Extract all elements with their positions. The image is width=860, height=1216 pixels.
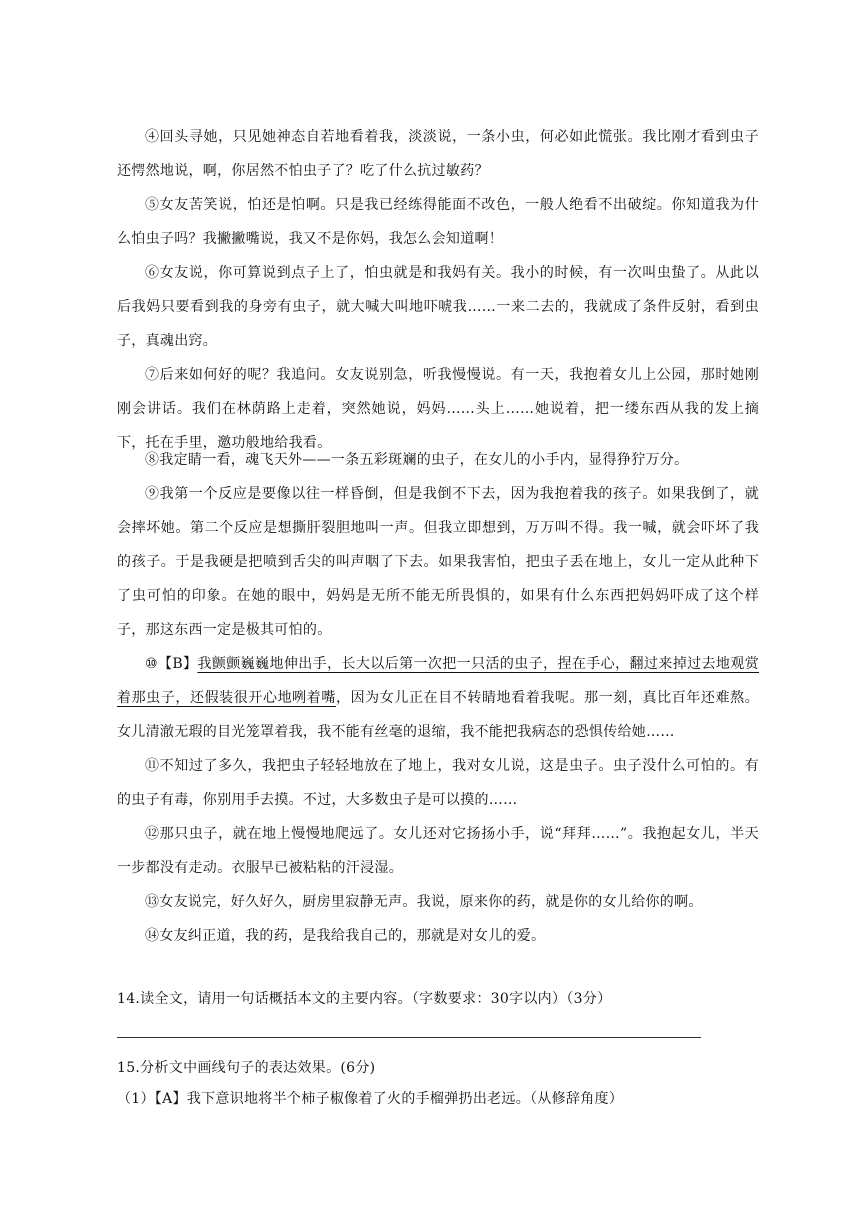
- question-15-part-1: （1）【A】我下意识地将半个柿子椒像着了火的手榴弹扔出老远。（从修辞角度）: [117, 1091, 624, 1107]
- paragraph-10-marker: ⑩【B】: [145, 656, 198, 672]
- paragraph-12: ⑫那只虫子，就在地上慢慢地爬远了。女儿还对它扬扬小手，说“拜拜……”。我抱起女儿，半天一步都没有走动。衣服早已被粘粘的汗浸湿。: [117, 826, 759, 876]
- question-14: 14.读全文，请用一句话概括本文的主要内容。（字数要求：30字以内）（3分）: [117, 991, 612, 1007]
- paragraph-4: ④回头寻她，只见她神态自若地看着我，淡淡说，一条小虫，何必如此慌张。我比刚才看到虫子还愕然地说，啊，你居然不怕虫子了？吃了什么抗过敏药？: [117, 129, 759, 179]
- paragraph-8: ⑧我定睛一看，魂飞天外——一条五彩斑斓的虫子，在女儿的小手内，显得狰狞万分。: [145, 452, 689, 468]
- paragraph-6: ⑥女友说，你可算说到点子上了，怕虫就是和我妈有关。我小的时候，有一次叫虫蛰了。从此以后我妈只要看到我的身旁有虫子，就大喊大叫地吓唬我……一来二去的，我就成了条件反射，看到虫子，真魂出窍。: [117, 265, 759, 349]
- paragraph-10: [117, 647, 759, 749]
- paragraph-10-rest: ，因为女儿正在目不转睛地看着我呢。那一刻，真比百年还难熬。女儿清澈无瑕的目光笼罩着我，我不能有丝毫的退缩，我不能把我病态的恐惧传给她……: [117, 690, 759, 740]
- paragraph-14: ⑭女友纠正道，我的药，是我给我自己的，那就是对女儿的爱。: [145, 928, 546, 944]
- paragraph-5: ⑤女友苦笑说，怕还是怕啊。只是我已经练得能面不改色，一般人绝看不出破绽。你知道我为什么怕虫子吗？我撇撇嘴说，我又不是你妈，我怎么会知道啊！: [117, 197, 759, 247]
- answer-line[interactable]: [117, 1037, 701, 1038]
- paragraph-11: ⑪不知过了多久，我把虫子轻轻地放在了地上，我对女儿说，这是虫子。虫子没什么可怕的。有的虫子有毒，你别用手去摸。不过，大多数虫子是可以摸的……: [117, 758, 759, 808]
- paragraph-13: ⑬女友说完，好久好久，厨房里寂静无声。我说，原来你的药，就是你的女儿给你的啊。: [145, 894, 703, 910]
- paragraph-9: ⑨我第一个反应是要像以往一样昏倒，但是我倒不下去，因为我抱着我的孩子。如果我倒了，就会摔坏她。第二个反应是想撕肝裂胆地叫一声。但我立即想到，万万叫不得。我一喊，就会吓坏了我的孩子。于是我硬是把喷到舌尖的叫声咽了下去。如果我害怕，把虫子丢在地上，女儿一定从此种下了虫可怕的印象。在她的眼中，妈妈是无所不能无所畏惧的，如果有什么东西把妈妈吓成了这个样子，那这东西一定是极其可怕的。: [117, 486, 759, 638]
- paragraph-7: ⑦后来如何好的呢？我追问。女友说别急，听我慢慢说。有一天，我抱着女儿上公园，那时她刚刚会讲话。我们在林荫路上走着，突然她说，妈妈……头上……她说着，把一缕东西从我的发上摘下，托在手里，邀功般地给我看。: [117, 367, 759, 451]
- question-15: 15.分析文中画线句子的表达效果。(6分): [117, 1060, 376, 1076]
- underlined-sentence-b: 我颤颤巍巍地伸出手，长大以后第一次把一只活的虫子，捏在手心，翻过来掉过去地观赏着那虫子，还假装很开心地咧着嘴: [117, 656, 759, 706]
